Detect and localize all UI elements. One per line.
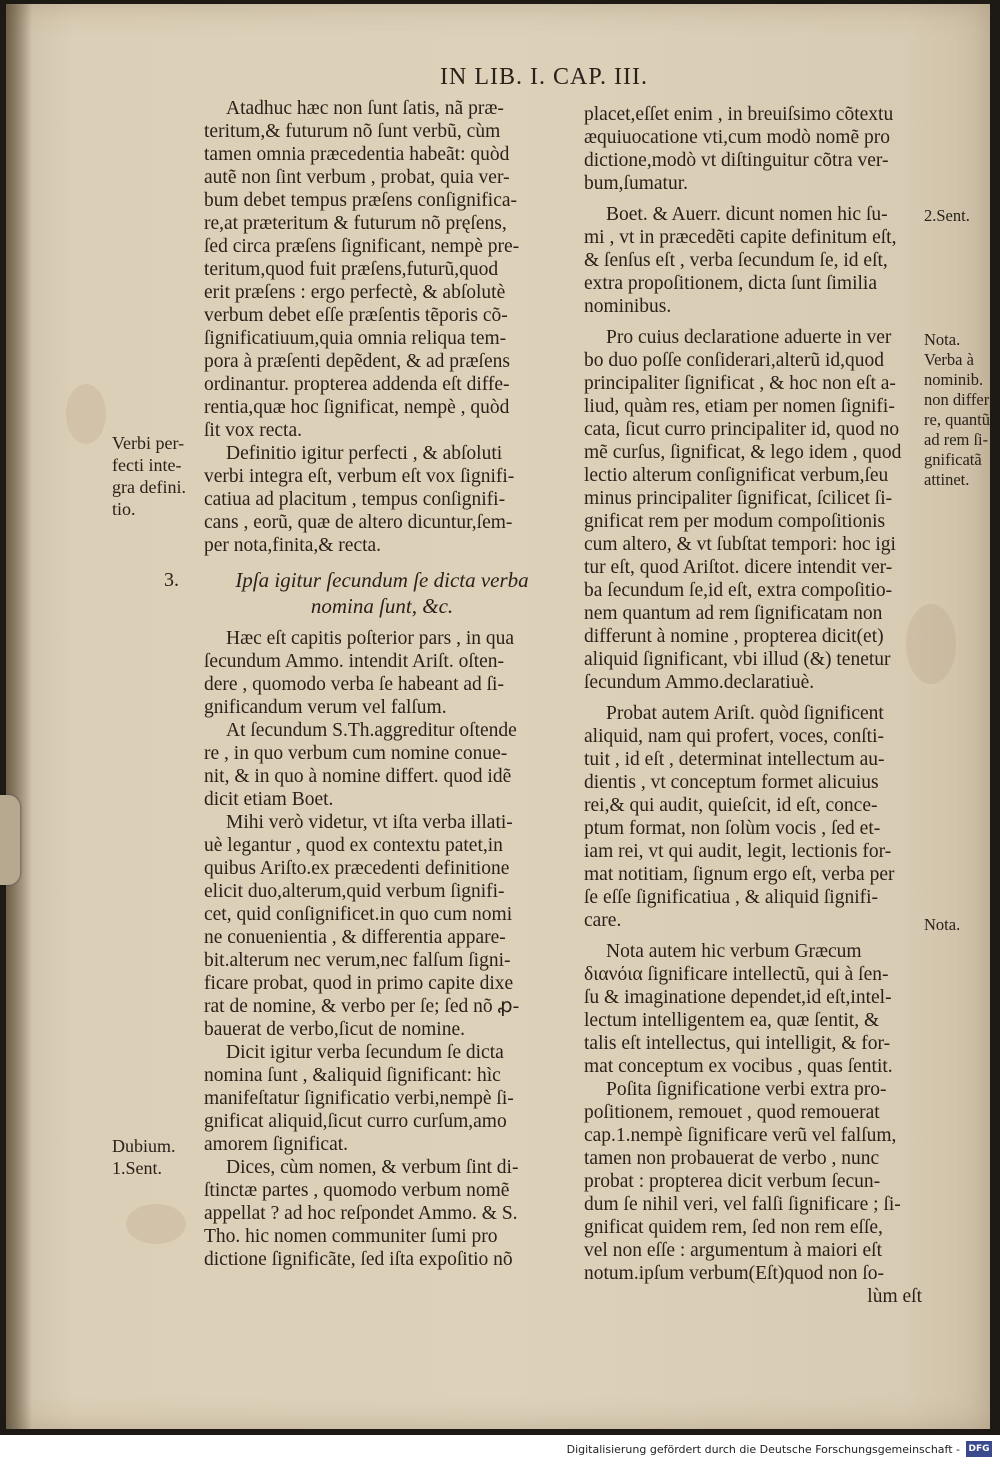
text-line: differunt à nomine , propterea dicit(et) bbox=[584, 626, 884, 647]
left-para-1 bbox=[204, 97, 560, 442]
text-line: rentia,quæ hoc ſignificat, nempè , quòd bbox=[204, 397, 510, 418]
text-line: Ipſa igitur ſecundum ſe dicta verba bbox=[235, 568, 529, 592]
text-line: mi , vt in præcedẽti capite definitum eſt, bbox=[584, 227, 897, 248]
text-line: autẽ non ſint verbum , probat, quia ver- bbox=[204, 167, 510, 188]
text-line: uè legantur , quod ex contextu patet,in bbox=[204, 835, 503, 856]
text-line: 1.Sent. bbox=[112, 1158, 163, 1178]
text-line: appellat ? ad hoc reſpondet Ammo. & S. bbox=[204, 1203, 518, 1224]
text-line: gnificatã bbox=[924, 450, 982, 469]
text-line: Poſita ſignificatione verbi extra pro- bbox=[606, 1079, 887, 1100]
text-line: æquiuocatione vti,cum modò nomẽ pro bbox=[584, 127, 890, 148]
lemma-number: 3. bbox=[164, 569, 179, 591]
text-line: non differ bbox=[924, 390, 990, 409]
text-line: mat notitiam, ſignum ergo eſt, verba per bbox=[584, 864, 895, 885]
text-line: ſe eſſe ſignificatiua , & aliquid ſignifi- bbox=[584, 887, 879, 908]
text-line: Dices, cùm nomen, & verbum ſint di- bbox=[226, 1157, 519, 1178]
text-line: aliquid ſignificant, vbi illud (&) tenetur bbox=[584, 649, 891, 670]
text-line: Atadhuc hæc non ſunt ſatis, nã præ- bbox=[226, 98, 504, 119]
text-line: cum altero, & vt ſubſtat tempori: hoc igi bbox=[584, 534, 896, 555]
paper-stain bbox=[66, 384, 106, 444]
text-line: tamen non probauerat de verbo , nunc bbox=[584, 1148, 880, 1169]
text-line: bit.alterum nec verum,nec falſum ſigni- bbox=[204, 950, 511, 971]
text-line: elicit duo,alterum,quid verbum ſignifi- bbox=[204, 881, 505, 902]
text-line: gnificat quidem rem, ſed non rem eſſe, bbox=[584, 1217, 883, 1238]
catchword: lùm eſt bbox=[867, 1286, 922, 1307]
paper-stain bbox=[126, 1204, 186, 1244]
text-line: extra propoſitionem, dicta ſunt ſimilia bbox=[584, 273, 877, 294]
text-line: Nota. bbox=[924, 915, 961, 934]
right-para-5 bbox=[584, 940, 922, 1078]
text-line: ptum format, non ſolùm vocis , ſed et- bbox=[584, 818, 881, 839]
text-line: ſed circa præſens ſignificant, nempè pre- bbox=[204, 236, 520, 257]
text-line: erit præſens : ergo perfectè, & abſolutè bbox=[204, 282, 506, 303]
text-line: At ſecundum S.Th.aggreditur oſtende bbox=[226, 720, 517, 741]
text-line: ſtinctæ partes , quomodo verbum nomẽ bbox=[204, 1180, 510, 1201]
right-para-6 bbox=[584, 1078, 922, 1285]
text-line: Nota. bbox=[924, 330, 961, 349]
text-line: Hæc eſt capitis poſterior pars , in qua bbox=[226, 628, 515, 649]
right-column bbox=[584, 103, 922, 1308]
lemma bbox=[164, 567, 560, 619]
text-line: tamen omnia præcedentia habeãt: quòd bbox=[204, 144, 510, 165]
text-line: nominib. bbox=[924, 370, 984, 389]
text-line: liud, quàm res, etiam per nomen ſignifi- bbox=[584, 396, 895, 417]
text-line: lectum intelligentem ea, quæ ſentit, & bbox=[584, 1010, 880, 1031]
text-line: talis eſt intellectus, qui intelligit, & for- bbox=[584, 1033, 891, 1054]
right-para-2 bbox=[584, 203, 922, 318]
text-line: 2.Sent. bbox=[924, 206, 970, 225]
left-para-7 bbox=[204, 1156, 560, 1271]
text-line: bo duo poſſe conſiderari,alterũ id,quod bbox=[584, 350, 885, 371]
text-line: probat : propterea dicit verbum ſecun- bbox=[584, 1171, 881, 1192]
text-line: vel non eſſe : argumentum à maiori eſt bbox=[584, 1240, 883, 1261]
text-line: gra defini. bbox=[112, 477, 186, 497]
left-para-6 bbox=[204, 1041, 560, 1156]
text-line: bauerat de verbo,ſicut de nomine. bbox=[204, 1019, 465, 1040]
text-line: lectio alterum conſignificat verbum,ſeu bbox=[584, 465, 889, 486]
margin-note-verba bbox=[924, 330, 994, 490]
text-line: verbum debet eſſe præſentis tẽporis cõ- bbox=[204, 305, 508, 326]
text-line: aliquid, nam qui profert, voces, conſti- bbox=[584, 726, 885, 747]
text-line: dere , quomodo verba ſe habeant ad ſi- bbox=[204, 674, 504, 695]
text-line: per nota,finita,& recta. bbox=[204, 535, 382, 556]
text-line: ſignificatiuum,quia omnia reliqua tem- bbox=[204, 328, 507, 349]
text-line: rei,& qui audit, quieſcit, id eſt, conce- bbox=[584, 795, 878, 816]
page-tab bbox=[0, 795, 20, 885]
text-line: cans , eorũ, quæ de altero dicuntur,ſem- bbox=[204, 512, 513, 533]
text-line: minus principaliter ſignificat, ſcilicet ſi- bbox=[584, 488, 893, 509]
text-line: tur eſt, quod Ariſtot. dicere intendit ver- bbox=[584, 557, 893, 578]
text-line: ficare probat, quod in primo capite dixe bbox=[204, 973, 514, 994]
text-line: notum.ipſum verbum(Eſt)quod non ſo- bbox=[584, 1263, 885, 1284]
text-line: ſecundum Ammo.declaratiuè. bbox=[584, 672, 815, 693]
gutter-shadow bbox=[6, 4, 32, 1429]
text-line: catiua ad placitum , tempus conſignifi- bbox=[204, 489, 506, 510]
text-line: Mihi verò videtur, vt iſta verba illati- bbox=[226, 812, 513, 833]
text-line: mat conceptum ex vocibus , quas ſentit. bbox=[584, 1056, 893, 1077]
text-line: Dubium. bbox=[112, 1136, 176, 1156]
text-line: quibus Ariſto.ex præcedenti definitione bbox=[204, 858, 510, 879]
text-line: Boet. & Auerr. dicunt nomen hic ſu- bbox=[606, 204, 888, 225]
text-line: teritum,& futurum nõ ſunt verbũ, cùm bbox=[204, 121, 501, 142]
margin-note-sent bbox=[924, 206, 994, 226]
text-line: mẽ curſus, ſignificat, & lego idem , quod bbox=[584, 442, 902, 463]
text-line: ſit vox recta. bbox=[204, 420, 303, 441]
text-line: Dicit igitur verba ſecundum ſe dicta bbox=[226, 1042, 504, 1063]
text-line: διανόια ſignificare intellectũ, qui à ſen- bbox=[584, 964, 889, 985]
text-line: cet, quid conſignificet.in quo cum nomi bbox=[204, 904, 513, 925]
text-line: ne conuenientia , & differentia appare- bbox=[204, 927, 506, 948]
text-line: iam rei, vt qui audit, legit, lectionis for- bbox=[584, 841, 892, 862]
left-para-3 bbox=[204, 627, 560, 719]
text-line: Definitio igitur perfecti , & abſoluti bbox=[226, 443, 503, 464]
text-line: care. bbox=[584, 910, 622, 931]
text-line: amorem ſignificat. bbox=[204, 1134, 349, 1155]
text-line: manifeſtatur ſignificatio verbi,nempè ſi- bbox=[204, 1088, 514, 1109]
lemma-text bbox=[204, 567, 560, 619]
text-line: cata, ſicut curro principaliter id, quod no bbox=[584, 419, 900, 440]
left-column bbox=[164, 97, 560, 1271]
text-line: gnificat aliquid,ſicut curro curſum,amo bbox=[204, 1111, 507, 1132]
text-line: cap.1.nempè ſignificare verũ vel falſum, bbox=[584, 1125, 897, 1146]
text-line: bum,ſumatur. bbox=[584, 173, 688, 194]
text-line: Verbi per- bbox=[112, 433, 185, 453]
text-line: placet,eſſet enim , in breuiſsimo cõtextu bbox=[584, 104, 894, 125]
text-line: re,at præteritum & futurum nõ pręſens, bbox=[204, 213, 507, 234]
text-line: gnificat rem per modum compoſitionis bbox=[584, 511, 886, 532]
text-line: dicit etiam Boet. bbox=[204, 789, 334, 810]
text-line: attinet. bbox=[924, 470, 970, 489]
text-line: re, quantũ bbox=[924, 410, 990, 429]
left-para-4 bbox=[204, 719, 560, 811]
text-line: Verba à bbox=[924, 350, 974, 369]
right-para-4 bbox=[584, 702, 922, 932]
text-line: fecti inte- bbox=[112, 455, 182, 475]
margin-note-definition bbox=[112, 432, 202, 520]
margin-note-dubium bbox=[112, 1135, 202, 1179]
text-line: rat de nomine, & verbo per ſe; ſed nõ ꝓ- bbox=[204, 996, 520, 1017]
text-line: & ſenſus eſt , verba ſecundum ſe, id eſt, bbox=[584, 250, 888, 271]
text-line: gnificandum verum vel falſum. bbox=[204, 697, 447, 718]
text-line: nit, & in quo à nomine differt. quod idẽ bbox=[204, 766, 512, 787]
text-line: Nota autem hic verbum Græcum bbox=[606, 941, 862, 962]
text-line: ordinantur. propterea addenda eſt diffe- bbox=[204, 374, 510, 395]
text-line: tio. bbox=[112, 499, 136, 519]
right-para-1 bbox=[584, 103, 922, 195]
text-line: ſecundum Ammo. intendit Ariſt. oſten- bbox=[204, 651, 505, 672]
text-line: pora à præſenti depẽdent, & ad præſens bbox=[204, 351, 510, 372]
text-line: bum debet tempus præſens conſignifica- bbox=[204, 190, 518, 211]
running-head: IN LIB. I. CAP. III. bbox=[440, 64, 648, 90]
footer-bar bbox=[0, 1435, 1000, 1465]
text-line: nominibus. bbox=[584, 296, 672, 317]
text-line: nem quantum ad rem ſignificatam non bbox=[584, 603, 883, 624]
text-line: Tho. hic nomen communiter ſumi pro bbox=[204, 1226, 498, 1247]
text-line: ba ſecundum ſe,id eſt, extra compoſitio- bbox=[584, 580, 893, 601]
margin-note-nota bbox=[924, 915, 994, 935]
text-line: Pro cuius declaratione aduerte in ver bbox=[606, 327, 892, 348]
text-line: ſu & imaginatione dependet,id eſt,intel- bbox=[584, 987, 892, 1008]
text-line: teritum,quod fuit præſens,futurũ,quod bbox=[204, 259, 499, 280]
text-line: ad rem ſi- bbox=[924, 430, 989, 449]
text-line: dum ſe nihil veri, vel falſi ſignificare ; ſi- bbox=[584, 1194, 901, 1215]
text-line: poſitionem, remouet , quod remouerat bbox=[584, 1102, 880, 1123]
text-line: verbi integra eſt, verbum eſt vox ſignifi- bbox=[204, 466, 515, 487]
text-line: nomina ſunt, &c. bbox=[310, 594, 454, 618]
left-para-2 bbox=[204, 442, 560, 557]
text-line: tuit , id eſt , determinat intellectum au- bbox=[584, 749, 885, 770]
right-para-3 bbox=[584, 326, 922, 694]
left-para-5 bbox=[204, 811, 560, 1041]
text-line: principaliter ſignificat , & hoc non eſt a- bbox=[584, 373, 896, 394]
text-line: re , in quo verbum cum nomine conue- bbox=[204, 743, 508, 764]
text-line: dictione ſignificãte, ſed iſta expoſitio nõ bbox=[204, 1249, 513, 1270]
footer-credit: Digitalisierung gefördert durch die Deutsche Forschungsgemeinschaft - bbox=[566, 1443, 960, 1456]
text-line: Probat autem Ariſt. quòd ſignificent bbox=[606, 703, 884, 724]
text-line: dictione,modò vt diſtinguitur cõtra ver- bbox=[584, 150, 889, 171]
dfg-logo: DFG bbox=[966, 1441, 992, 1457]
text-line: nomina ſunt , &aliquid ſignificant: hìc bbox=[204, 1065, 501, 1086]
text-line: dientis , vt conceptum formet alicuius bbox=[584, 772, 879, 793]
